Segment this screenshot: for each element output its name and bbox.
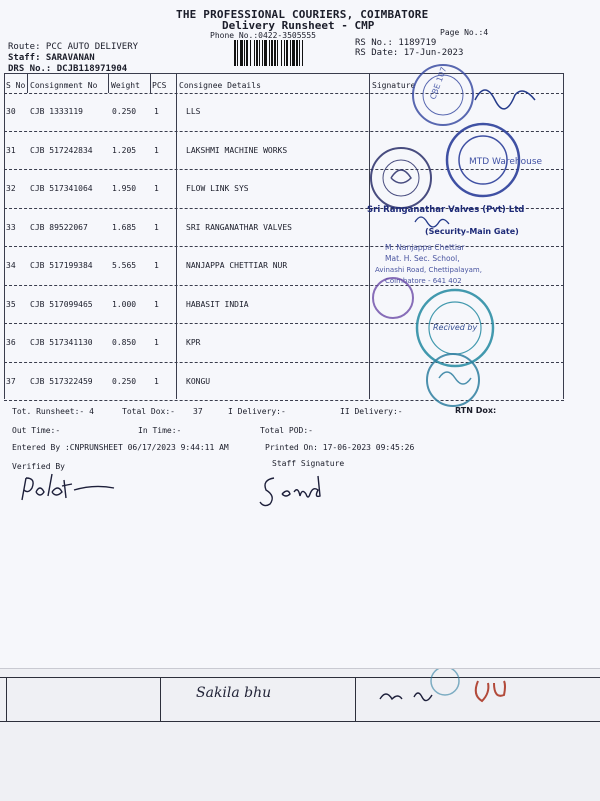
svg-text:MTD Warehouse: MTD Warehouse [469, 157, 543, 167]
printed-on: Printed On: 17-06-2023 09:45:26 [265, 443, 415, 452]
bottom-stamp-icon [370, 669, 530, 719]
phone-number: Phone No.:0422-3505555 [210, 31, 316, 40]
row-consignment: CJB 517322459 [30, 376, 93, 386]
row-sno: 30 [6, 107, 16, 116]
svg-text:Recived by: Recived by [433, 323, 478, 332]
row-pcs: 1 [154, 107, 159, 116]
row-sno: 33 [6, 222, 16, 232]
nanjappa-stamp-line1: M. Nanjappa Chettiar [385, 243, 465, 252]
route-label: Route: PCC AUTO DELIVERY [8, 42, 139, 52]
nanjappa-stamp-line3: Avinashi Road, Chettipalayam, [375, 266, 482, 274]
kongu-stamp-icon [427, 354, 479, 406]
ranganathar-stamp: Sri Ranganathar Valves (Pvt) Ltd [367, 205, 525, 215]
col-header-weight: Weight [111, 81, 140, 90]
row-weight: 0.250 [112, 376, 137, 386]
row-pcs: 1 [154, 145, 159, 155]
row-weight: 1.205 [112, 145, 137, 155]
row-consignment: CJB 517242834 [30, 145, 93, 155]
row-consignee: FLOW LINK SYS [186, 184, 249, 193]
col-header-signature: Signature [372, 81, 416, 90]
rs-date: RS Date: 17-Jun-2023 [355, 48, 464, 58]
row-consignment: CJB 517099465 [30, 299, 93, 309]
ii-delivery: II Delivery:- [340, 407, 403, 416]
row-weight: 1.000 [112, 299, 137, 309]
ranganathar-stamp-sub: (Security-Main Gate) [425, 227, 519, 236]
row-pcs: 1 [154, 261, 159, 270]
total-pod: Total POD:- [260, 426, 313, 435]
nanjappa-stamp-line2: Mat. H. Sec. School, [385, 254, 460, 263]
row-consignee: KONGU [186, 376, 211, 386]
in-time: In Time:- [138, 426, 182, 435]
entered-by: Entered By :CNPRUNSHEET 06/17/2023 9:44:11 AM [12, 443, 229, 452]
rtn-dox-label: RTN Dox: [455, 406, 497, 415]
staff-signature: Staff Signature [272, 459, 345, 468]
row-pcs: 1 [154, 222, 159, 232]
row-consignee: HABASIT INDIA [186, 299, 249, 309]
verified-signature-icon [18, 470, 128, 510]
tot-runsheet: Tot. Runsheet:- 4 [12, 407, 94, 416]
row-sno: 35 [6, 299, 16, 309]
out-time: Out Time:- [12, 426, 61, 435]
row-pcs: 1 [154, 376, 159, 386]
page-number: Page No.:4 [440, 28, 489, 37]
company-name: THE PROFESSIONAL COURIERS, COIMBATORE [176, 8, 429, 21]
row-weight: 1.685 [112, 222, 137, 232]
mtd-warehouse-stamp-icon [447, 124, 543, 196]
row-consignment: CJB 1333119 [30, 107, 83, 116]
row-consignment: CJB 517341130 [30, 338, 93, 347]
row-weight: 1.950 [112, 184, 137, 193]
signature-stamps [365, 60, 565, 420]
barcode [232, 40, 340, 66]
row-sno: 32 [6, 184, 16, 193]
verified-by: Verified By [12, 462, 65, 471]
bottom-handwriting: Sakila bhu [196, 685, 272, 701]
row-consignment: CJB 517341064 [30, 184, 93, 193]
signature-row30-icon [475, 90, 535, 109]
staff-label: Staff: SARAVANAN [8, 53, 95, 63]
signature-row33-icon [415, 217, 449, 227]
underlying-page-strip [0, 668, 600, 801]
row-pcs: 1 [154, 184, 159, 193]
row-weight: 0.850 [112, 338, 137, 347]
row-consignee: LLS [186, 107, 201, 116]
row-sno: 34 [6, 261, 16, 270]
row-pcs: 1 [154, 299, 159, 309]
col-header-sno: S No [6, 81, 26, 90]
flowlink-stamp-icon [371, 148, 431, 208]
row-weight: 5.565 [112, 261, 137, 270]
rs-number: RS No.: 1189719 [355, 38, 437, 48]
total-dox-label: Total Dox:- [122, 407, 175, 416]
row-consignee: KPR [186, 338, 201, 347]
row-sno: 36 [6, 338, 16, 347]
row-pcs: 1 [154, 338, 159, 347]
staff-signature-icon [258, 470, 338, 510]
total-dox-value: 37 [193, 407, 203, 416]
lakshmi-stamp-icon [413, 65, 473, 125]
row-consignee: LAKSHMI MACHINE WORKS [186, 145, 288, 155]
col-header-consignment: Consignment No [30, 81, 98, 90]
col-header-consignee: Consignee Details [179, 81, 261, 90]
i-delivery: I Delivery:- [228, 407, 286, 416]
drs-number: DRS No.: DCJB118971904 [8, 64, 128, 74]
row-consignment: CJB 517199384 [30, 261, 93, 270]
row-consignment: CJB 89522067 [30, 222, 88, 232]
row-sno: 37 [6, 376, 16, 386]
col-header-pcs: PCS [152, 81, 167, 90]
row-consignee: NANJAPPA CHETTIAR NUR [186, 261, 288, 270]
nanjappa-stamp-line4: Coimbatore - 641 402 [385, 277, 462, 285]
document-subtitle: Delivery Runsheet - CMP [222, 19, 375, 32]
row-consignee: SRI RANGANATHAR VALVES [186, 222, 292, 232]
row-sno: 31 [6, 145, 16, 155]
svg-text:CBE 107: CBE 107 [428, 65, 449, 101]
row-weight: 0.250 [112, 107, 137, 116]
